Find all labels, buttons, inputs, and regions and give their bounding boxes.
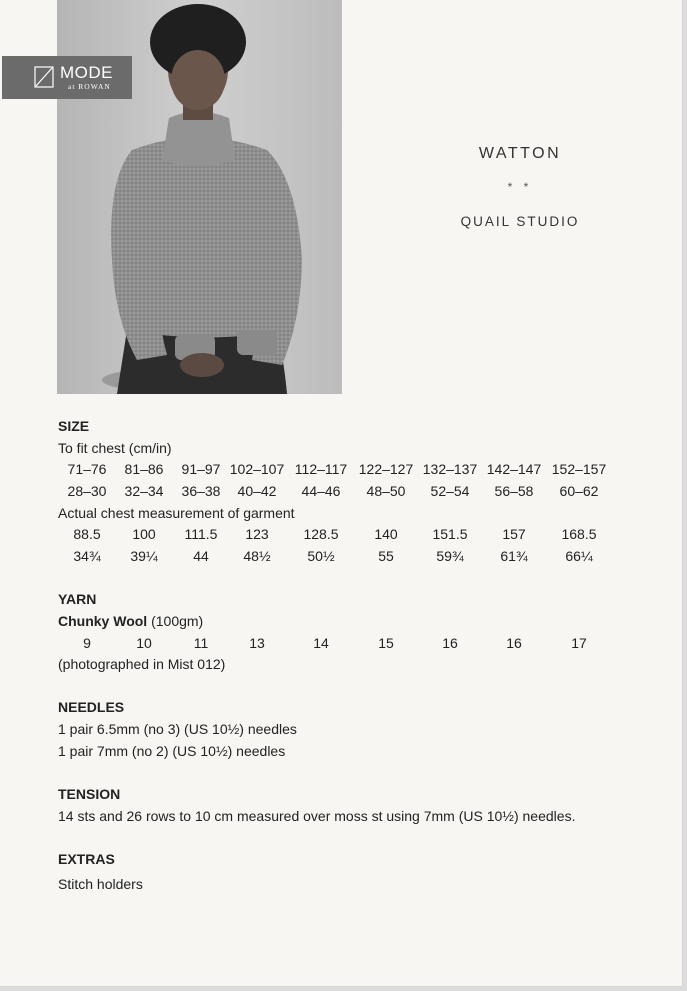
actual-in-value: 34¾ (73, 548, 101, 564)
yarn-line (58, 613, 203, 629)
difficulty-rating: * * (507, 180, 533, 194)
yarn-quantity: 16 (442, 635, 458, 651)
actual-cm-value: 168.5 (561, 526, 597, 542)
yarn-quantity: 17 (571, 635, 587, 651)
actual-cm-value: 157 (502, 526, 526, 542)
designer-name: QUAIL STUDIO (460, 214, 580, 229)
fit-in-value: 36–38 (181, 483, 221, 499)
yarn-quantity-row (0, 635, 682, 653)
actual-in-row (0, 548, 682, 566)
tension-text: 14 sts and 26 rows to 10 cm measured over moss st using 7mm (US 10½) needles. (58, 808, 576, 824)
actual-in-value: 59¾ (436, 548, 464, 564)
pattern-title: WATTON (478, 145, 562, 162)
yarn-quantity: 10 (136, 635, 152, 651)
actual-cm-row (0, 526, 682, 544)
brand-sub: at ROWAN (68, 82, 111, 91)
actual-in-value: 55 (378, 548, 394, 564)
yarn-name: Chunky Wool (58, 613, 148, 629)
fit-cm-value: 71–76 (67, 461, 107, 477)
fit-in-value: 40–42 (237, 483, 277, 499)
yarn-quantity: 9 (83, 635, 91, 651)
fit-cm-value: 112–117 (294, 461, 348, 477)
logo-mark-icon (34, 66, 54, 88)
fit-cm-row (0, 461, 682, 479)
fit-cm-value: 91–97 (181, 461, 221, 477)
actual-cm-value: 128.5 (303, 526, 339, 542)
actual-cm-value: 88.5 (73, 526, 101, 542)
needles-line: 1 pair 6.5mm (no 3) (US 10½) needles (58, 721, 297, 737)
fit-in-row (0, 483, 682, 501)
needles-line: 1 pair 7mm (no 2) (US 10½) needles (58, 743, 286, 759)
fit-in-value: 48–50 (366, 483, 406, 499)
yarn-heading: YARN (58, 591, 97, 607)
actual-in-value: 61¾ (500, 548, 528, 564)
actual-chest-label: Actual chest measurement of garment (58, 505, 295, 521)
fit-cm-value: 122–127 (358, 461, 414, 477)
actual-in-value: 66¼ (565, 548, 593, 564)
actual-cm-value: 123 (245, 526, 269, 542)
needles-heading: NEEDLES (58, 699, 125, 715)
brand-logo (2, 56, 132, 99)
actual-cm-value: 151.5 (432, 526, 468, 542)
fit-in-value: 60–62 (559, 483, 599, 499)
actual-cm-value: 100 (132, 526, 156, 542)
actual-in-value: 48½ (243, 548, 271, 564)
actual-cm-value: 140 (374, 526, 398, 542)
yarn-quantity: 15 (378, 635, 394, 651)
size-heading: SIZE (58, 418, 90, 434)
fit-in-value: 44–46 (301, 483, 341, 499)
brand-name: MODE (60, 63, 113, 82)
tension-heading: TENSION (58, 786, 121, 802)
fit-in-value: 32–34 (124, 483, 164, 499)
fit-cm-value: 152–157 (551, 461, 607, 477)
fit-in-value: 52–54 (430, 483, 470, 499)
fit-cm-value: 81–86 (124, 461, 164, 477)
actual-in-value: 50½ (307, 548, 335, 564)
yarn-quantity: 13 (249, 635, 265, 651)
extras-heading: EXTRAS (58, 851, 115, 867)
yarn-note: (photographed in Mist 012) (58, 656, 226, 672)
actual-in-value: 39¼ (130, 548, 158, 564)
actual-in-value: 44 (193, 548, 209, 564)
yarn-weight: (100gm) (151, 613, 204, 629)
fit-in-value: 56–58 (494, 483, 534, 499)
extras-text: Stitch holders (58, 876, 143, 892)
yarn-quantity: 16 (506, 635, 522, 651)
yarn-quantity: 11 (193, 635, 209, 651)
fit-chest-label: To fit chest (cm/in) (58, 440, 172, 456)
yarn-quantity: 14 (313, 635, 329, 651)
fit-cm-value: 132–137 (422, 461, 478, 477)
fit-in-value: 28–30 (67, 483, 107, 499)
fit-cm-value: 102–107 (229, 461, 285, 477)
fit-cm-value: 142–147 (486, 461, 542, 477)
actual-cm-value: 111.5 (184, 526, 218, 542)
